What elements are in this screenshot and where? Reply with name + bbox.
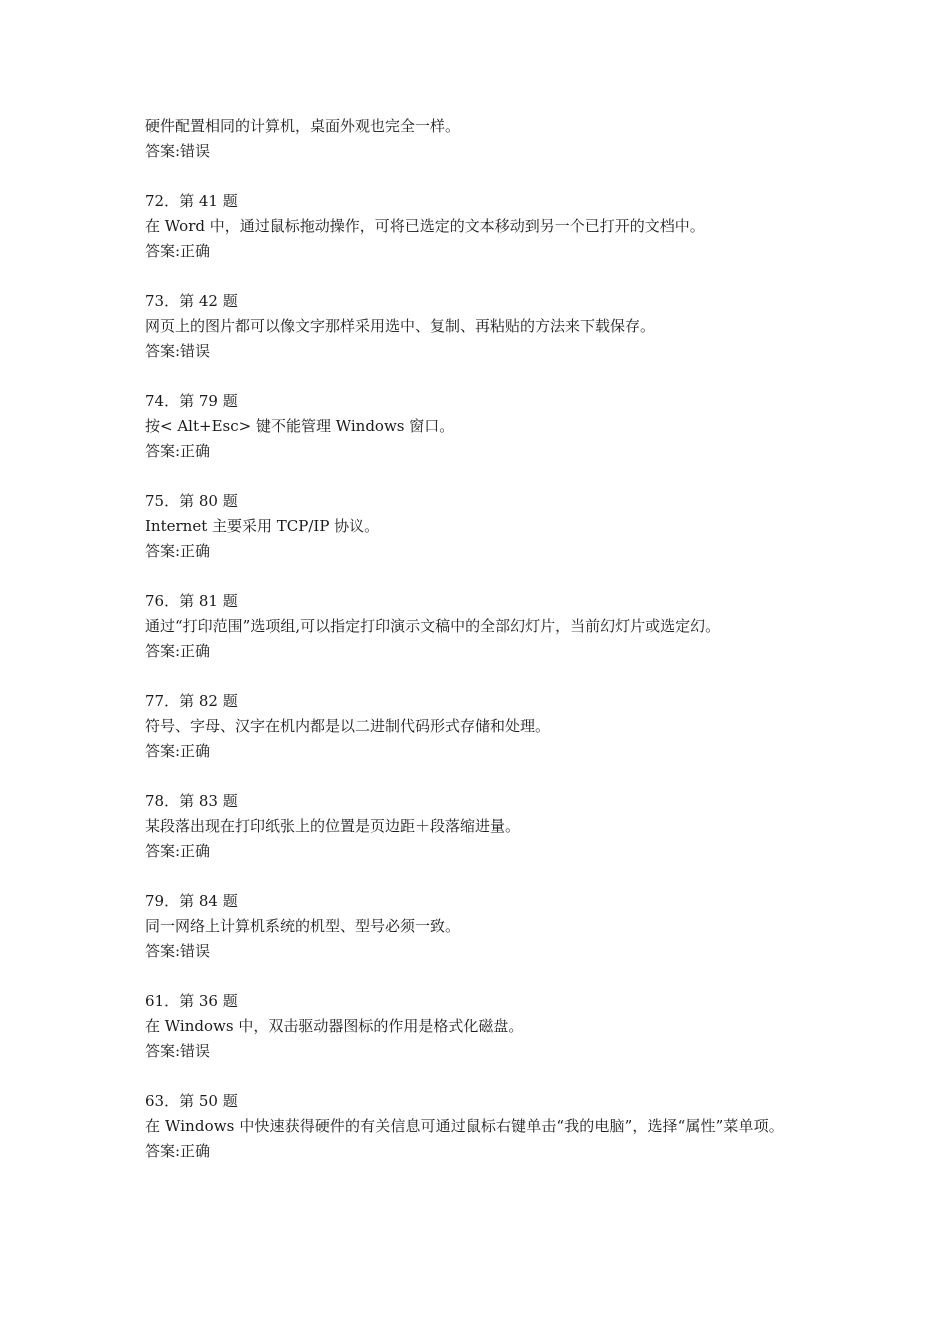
question-heading: 77．第 82 题: [145, 692, 238, 710]
question-answer: 答案:正确: [145, 1142, 211, 1160]
question-statement: 硬件配置相同的计算机，桌面外观也完全一样。: [145, 117, 461, 135]
question-item: [145, 1089, 810, 1164]
question-statement: 在 Windows 中快速获得硬件的有关信息可通过鼠标右键单击“我的电脑”，选择“属性”菜单项。: [145, 1117, 784, 1135]
question-answer: 答案:正确: [145, 642, 211, 660]
question-statement: 在 Word 中，通过鼠标拖动操作，可将已选定的文本移动到另一个已打开的文档中。: [145, 217, 705, 235]
question-heading: 76．第 81 题: [145, 592, 238, 610]
question-statement: Internet 主要采用 TCP/IP 协议。: [145, 517, 380, 535]
question-heading: 74．第 79 题: [145, 392, 238, 410]
question-item: [145, 889, 810, 964]
question-heading: 79．第 84 题: [145, 892, 238, 910]
question-statement: 按< Alt+Esc> 键不能管理 Windows 窗口。: [145, 417, 455, 435]
question-statement: 符号、字母、汉字在机内都是以二进制代码形式存储和处理。: [145, 717, 551, 735]
question-answer: 答案:错误: [145, 1042, 211, 1060]
question-item: [145, 589, 810, 664]
question-answer: 答案:正确: [145, 242, 211, 260]
question-item: [145, 689, 810, 764]
question-fragment: [145, 114, 810, 164]
question-item: [145, 789, 810, 864]
question-item: [145, 289, 810, 364]
question-item: [145, 189, 810, 264]
question-answer: 答案:错误: [145, 942, 211, 960]
question-answer: 答案:正确: [145, 442, 211, 460]
question-heading: 75．第 80 题: [145, 492, 238, 510]
question-statement: 同一网络上计算机系统的机型、型号必须一致。: [145, 917, 461, 935]
question-statement: 某段落出现在打印纸张上的位置是页边距＋段落缩进量。: [145, 817, 521, 835]
question-answer: 答案:正确: [145, 742, 211, 760]
question-statement: 通过“打印范围”选项组,可以指定打印演示文稿中的全部幻灯片，当前幻灯片或选定幻。: [145, 617, 721, 635]
question-answer: 答案:正确: [145, 842, 211, 860]
question-item: [145, 989, 810, 1064]
question-heading: 78．第 83 题: [145, 792, 238, 810]
question-item: [145, 489, 810, 564]
document-page: [145, 114, 810, 1189]
question-answer: 答案:错误: [145, 342, 211, 360]
question-heading: 63．第 50 题: [145, 1092, 238, 1110]
question-heading: 73．第 42 题: [145, 292, 238, 310]
question-statement: 在 Windows 中，双击驱动器图标的作用是格式化磁盘。: [145, 1017, 524, 1035]
question-heading: 72．第 41 题: [145, 192, 238, 210]
question-statement: 网页上的图片都可以像文字那样采用选中、复制、再粘贴的方法来下载保存。: [145, 317, 656, 335]
question-heading: 61．第 36 题: [145, 992, 238, 1010]
question-answer: 答案:正确: [145, 542, 211, 560]
question-answer: 答案:错误: [145, 142, 211, 160]
question-item: [145, 389, 810, 464]
